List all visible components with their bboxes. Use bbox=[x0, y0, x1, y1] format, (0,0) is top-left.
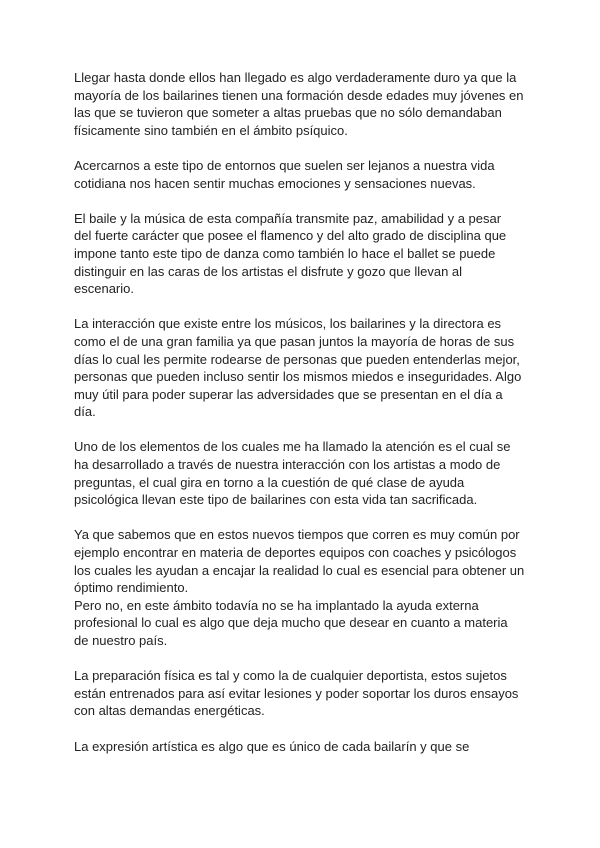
paragraph-4: La interacción que existe entre los músicos, los bailarines y la directora es como el de una gran familia ya que pasan juntos la mayoría de horas de sus días lo cual les permite rodearse de personas que pueden entenderlas mejor, personas que pueden incluso sentir los mismos miedos e inseguridades. Algo muy útil para poder superar las adversidades que se presentan en el día a día. bbox=[74, 316, 522, 420]
paragraph-7: Pero no, en este ámbito todavía no se ha implantado la ayuda externa profesional lo cual es algo que deja mucho que desear en cuanto a materia de nuestro país. bbox=[74, 597, 508, 648]
paragraph-9: La expresión artística es algo que es único de cada bailarín y que se bbox=[74, 738, 470, 754]
paragraph-6: Ya que sabemos que en estos nuevos tiempos que corren es muy común por ejemplo encontrar en materia de deportes equipos con coaches y psicólogos los cuales les ayudan a encajar la realidad lo cual es esencial para obtener un óptimo rendimiento. bbox=[74, 527, 525, 596]
paragraph-8: La preparación física es tal y como la de cualquier deportista, estos sujetos están entrenados para así evitar lesiones y poder soportar los duros ensayos con altas demandas energéticas. bbox=[74, 668, 519, 719]
paragraph-3: El baile y la música de esta compañía transmite paz, amabilidad y a pesar del fuerte carácter que posee el flamenco y del alto grado de disciplina que impone tanto este tipo de danza como también lo hace el ballet se puede distinguir en las caras de los artistas el disfrute y gozo que llevan al escenario. bbox=[74, 210, 507, 297]
paragraph-1: Llegar hasta donde ellos han llegado es algo verdaderamente duro ya que la mayoría de los bailarines tienen una formación desde edades muy jóvenes en las que se tuvieron que someter a altas pruebas que no sólo demandaban físicamente sino también en el ámbito psíquico. bbox=[74, 70, 524, 138]
paragraph-2: Acercarnos a este tipo de entornos que suelen ser lejanos a nuestra vida cotidiana nos hacen sentir muchas emociones y sensaciones nuevas. bbox=[74, 157, 495, 191]
body-text bbox=[74, 69, 538, 773]
paragraph-5: Uno de los elementos de los cuales me ha llamado la atención es el cual se ha desarrollado a través de nuestra interacción con los artistas a modo de preguntas, el cual gira en torno a la cuestión de qué clase de ayuda psicológica llevan este tipo de bailarines con esta vida tan sacrificada. bbox=[74, 439, 511, 508]
